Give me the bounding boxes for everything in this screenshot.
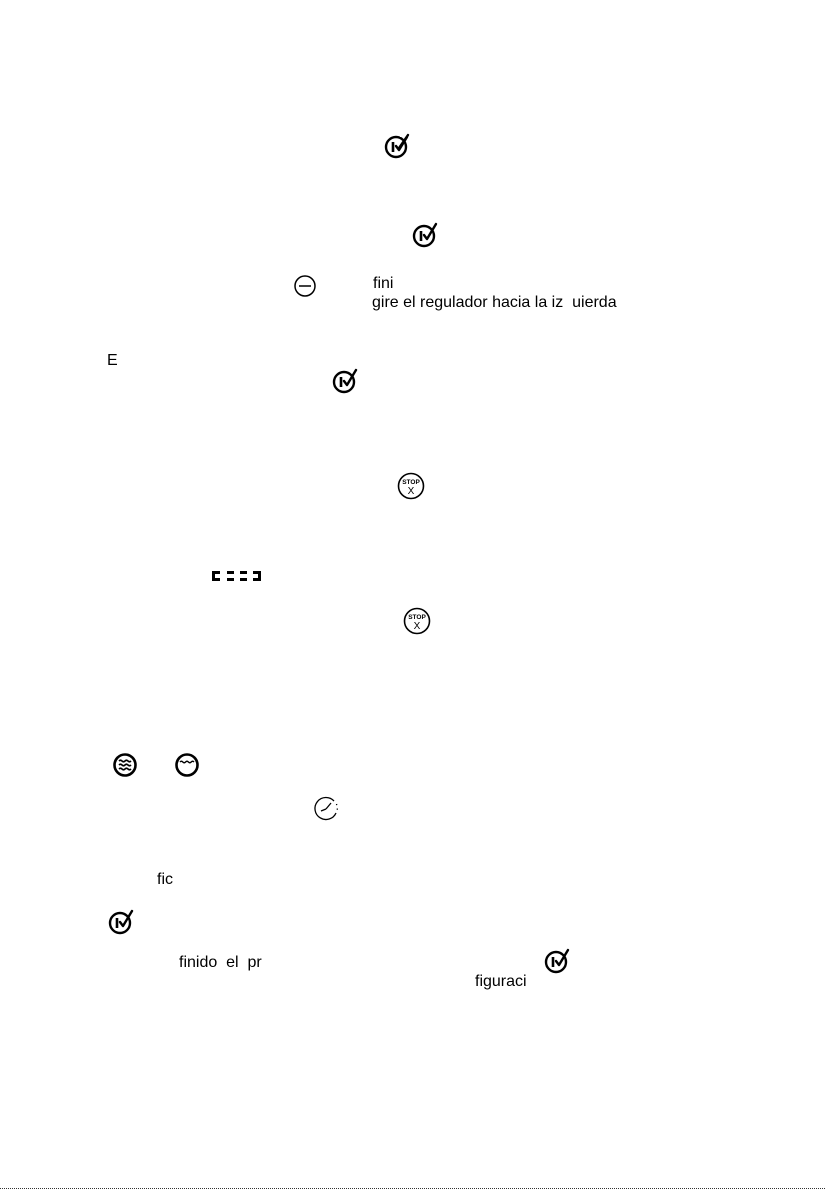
svg-text:STOP: STOP [402,479,420,486]
stop-x-icon [396,471,426,501]
timer-icon [312,795,340,823]
start-check-icon [107,909,135,935]
svg-text:STOP: STOP [408,614,426,621]
start-check-icon [383,133,411,159]
text-fragment-fic: fic [157,871,173,888]
steam-program-icon [112,752,138,778]
display-segments-icon [211,569,263,583]
text-fragment-fini: fini [373,275,394,292]
stop-x-icon [402,606,432,636]
start-check-icon [411,222,439,248]
start-check-icon [543,948,571,974]
oven-program-icon [174,752,200,778]
bottom-dotted-rule [0,1188,825,1189]
text-fragment-finido-el-pr: finido el pr [179,954,262,971]
start-check-icon [331,368,359,394]
minus-circle-icon [293,274,317,298]
svg-text:X: X [407,486,415,497]
regulator-instruction-text: gire el regulador hacia la iz uierda [372,294,617,311]
text-fragment-e: E [107,352,118,369]
svg-text:X: X [413,621,421,632]
text-fragment-figuraci: figuraci [475,973,527,990]
